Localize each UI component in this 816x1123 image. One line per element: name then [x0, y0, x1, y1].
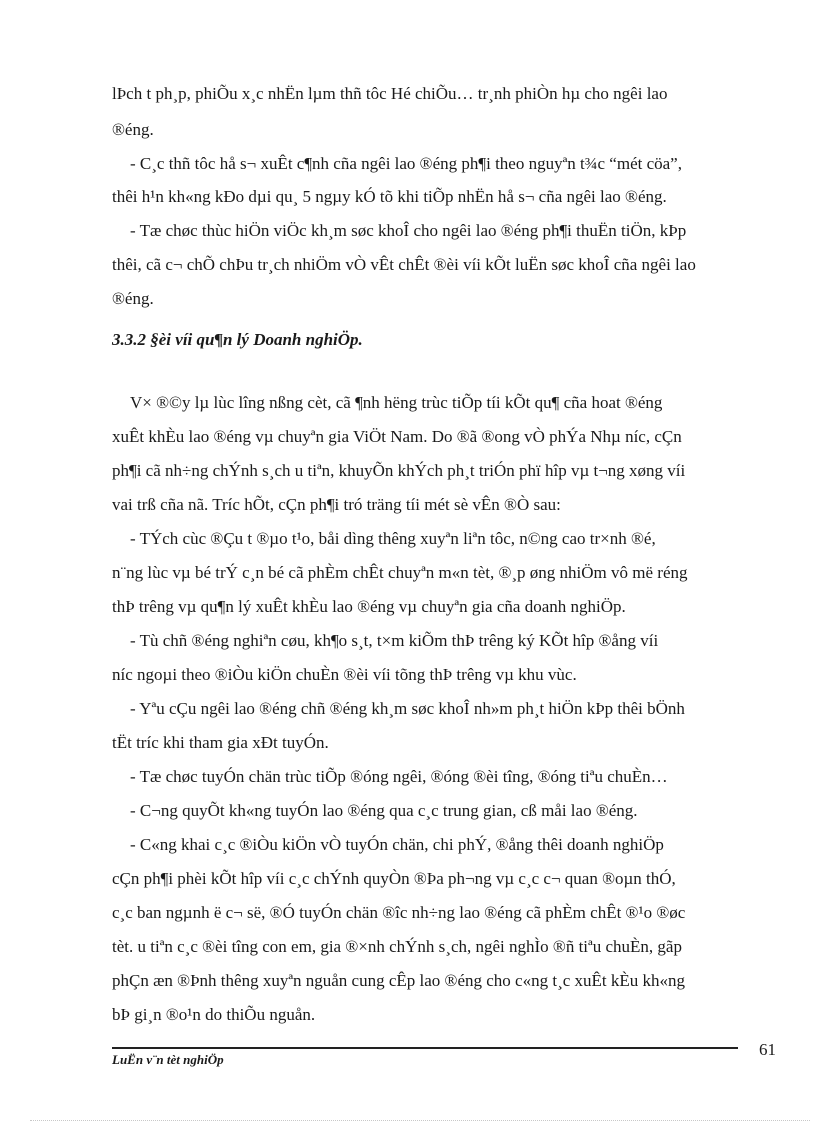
body-line: n¨ng lùc vµ bé trÝ c¸n bé cã phÈm chÊt chuyªn m«n tèt, ®¸p øng nhiÖm vô më réng [112, 563, 688, 582]
section-heading: 3.3.2 §èi víi qu¶n lý Doanh nghiÖp. [112, 330, 363, 349]
body-line: tèt. u tiªn c¸c ®èi tîng con em, gia ®×nh chÝnh s¸ch, ngêi nghÌo ®ñ tiªu chuÈn, gãp [112, 937, 682, 956]
body-line: thÞ trêng vµ qu¶n lý xuÊt khÈu lao ®éng vµ chuyªn gia cña doanh nghiÖp. [112, 597, 626, 616]
body-line: - TÝch cùc ®Çu t ®µo t¹o, båi dìng thêng xuyªn liªn tôc, n©ng cao tr×nh ®é, [130, 529, 656, 548]
body-line: thêi h¹n kh«ng kÐo dµi qu¸ 5 ngµy kÓ tõ khi tiÕp nhËn hå s¬ cña ngêi lao ®éng. [112, 187, 667, 206]
body-line: xuÊt khÈu lao ®éng vµ chuyªn gia ViÖt Nam. Do ®ã ®ong vÒ phÝa Nhµ níc, cÇn [112, 427, 682, 446]
body-line: phÇn æn ®Þnh thêng xuyªn nguån cung cÊp lao ®éng cho c«ng t¸c xuÊt kÈu kh«ng [112, 971, 686, 990]
body-line: cÇn ph¶i phèi kÕt hîp víi c¸c chÝnh quyÒn ®Þa ph¬ng vµ c¸c c¬ quan ®oµn thÓ, [112, 869, 676, 888]
body-line: - Tù chñ ®éng nghiªn cøu, kh¶o s¸t, t×m kiÕm thÞ trêng ký KÕt hîp ®ång víi [130, 631, 659, 650]
page-bottom-border [30, 1120, 810, 1121]
body-line: - Yªu cÇu ngêi lao ®éng chñ ®éng kh¸m søc khoÎ nh»m ph¸t hiÖn kÞp thêi bÖnh [130, 699, 685, 718]
body-line: thêi, cã c¬ chÕ chÞu tr¸ch nhiÖm vÒ vÊt chÊt ®èi víi kÕt luËn søc khoÎ cña ngêi lao [112, 255, 696, 274]
body-line: vai trß cña nã. Tríc hÕt, cÇn ph¶i tró träng tíi mét sè vÊn ®Ò sau: [112, 495, 561, 514]
body-line: - C¬ng quyÕt kh«ng tuyÓn lao ®éng qua c¸c trung gian, cß måi lao ®éng. [130, 801, 638, 820]
body-line: ®éng. [112, 120, 154, 139]
body-line: c¸c ban ngµnh ë c¬ së, ®Ó tuyÓn chän ®îc nh÷ng lao ®éng cã phÈm chÊt ®¹o ®øc [112, 903, 686, 922]
body-line: ph¶i cã nh÷ng chÝnh s¸ch u tiªn, khuyÕn khÝch ph¸t triÓn phï hîp vµ t¬ng xøng víi [112, 461, 686, 480]
footer-divider [112, 1047, 738, 1049]
footer-title: LuËn v¨n tèt nghiÖp [112, 1052, 224, 1067]
body-line: tËt tríc khi tham gia xÐt tuyÓn. [112, 733, 329, 752]
body-line: - Tæ chøc tuyÓn chän trùc tiÕp ®óng ngêi, ®óng ®èi tîng, ®óng tiªu chuÈn… [130, 767, 668, 786]
body-line: - C«ng khai c¸c ®iÒu kiÖn vÒ tuyÓn chän, chi phÝ, ®ång thêi doanh nghiÖp [130, 835, 664, 854]
body-line: bÞ gi¸n ®o¹n do thiÕu nguån. [112, 1005, 316, 1024]
body-line: níc ngoµi theo ®iÒu kiÖn chuÈn ®èi víi tõng thÞ trêng vµ khu vùc. [112, 665, 577, 684]
body-line: - C¸c thñ tôc hå s¬ xuÊt c¶nh cña ngêi lao ®éng ph¶i theo nguyªn t¾c “mét cöa”, [130, 154, 682, 173]
body-line: lÞch t ph¸p, phiÕu x¸c nhËn lµm thñ tôc Hé chiÕu… tr¸nh phiÒn hµ cho ngêi lao [112, 84, 668, 103]
page-number: 61 [759, 1040, 776, 1059]
body-line: ®éng. [112, 289, 154, 308]
body-line: V× ®©y lµ lùc lîng nßng cèt, cã ¶nh hëng trùc tiÕp tíi kÕt qu¶ cña hoat ®éng [130, 393, 663, 412]
body-line: - Tæ chøc thùc hiÖn viÖc kh¸m søc khoÎ cho ngêi lao ®éng ph¶i thuËn tiÖn, kÞp [130, 221, 687, 240]
